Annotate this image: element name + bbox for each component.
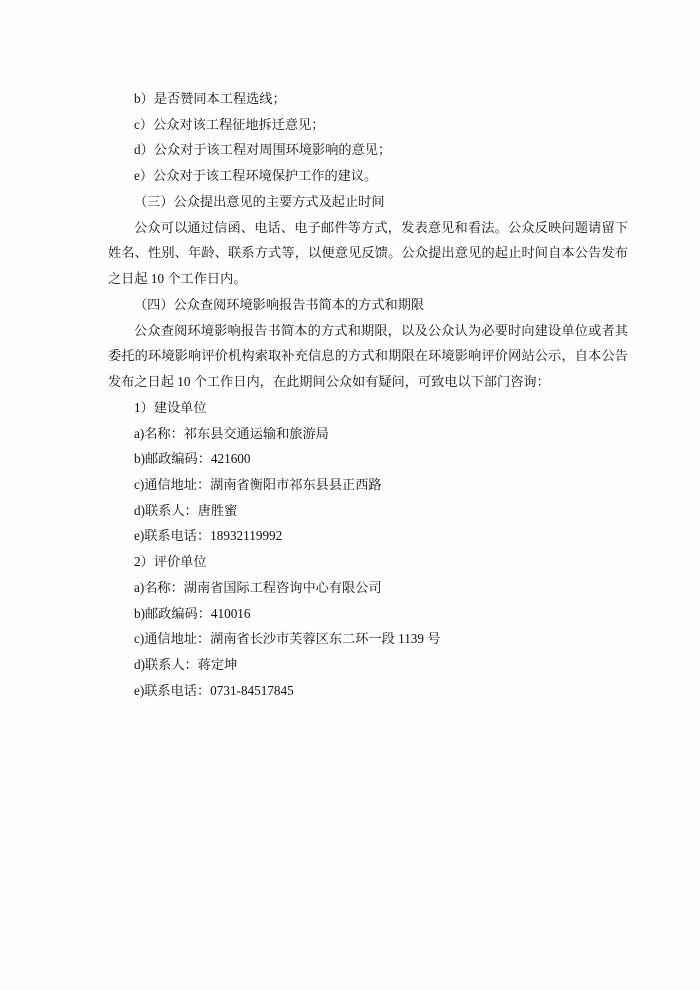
org-1-title: 1）建设单位 — [134, 399, 207, 415]
heading-section-three: （三）公众提出意见的主要方式及起止时间 — [134, 193, 385, 209]
document-body — [108, 86, 628, 704]
paragraph-item-e: e）公众对于该工程环境保护工作的建议。 — [134, 168, 378, 184]
paragraph-item-c: c）公众对该工程征地拆迁意见； — [134, 116, 325, 132]
org-1-contact-person: d)联系人：唐胜蜜 — [134, 502, 238, 518]
paragraph-opinion-ways: 公众可以通过信函、电话、电子邮件等方式，发表意见和看法。公众反映问题请留下姓名、性别、年龄、联系方式等，以便意见反馈。公众提出意见的起止时间自本公告发布之日起 10 个工作日内。 — [108, 219, 628, 287]
org-1-name: a)名称：祁东县交通运输和旅游局 — [134, 425, 329, 441]
paragraph-item-d: d）公众对于该工程对周围环境影响的意见； — [134, 142, 392, 158]
paragraph-review-ways: 公众查阅环境影响报告书简本的方式和期限，以及公众认为必要时向建设单位或者其委托的环境影响评价机构索取补充信息的方式和期限在环境影响评价网站公示，自本公告发布之日起 10 个工作日内，在此期间公众如有疑问，可致电以下部门咨询： — [108, 322, 628, 390]
paragraph-item-b: b）是否赞同本工程选线； — [134, 91, 286, 106]
org-2-title: 2）评价单位 — [134, 554, 207, 570]
org-1-address: c)通信地址：湖南省衡阳市祁东县县正西路 — [134, 477, 382, 493]
org-2-phone: e)联系电话：0731-84517845 — [134, 682, 294, 698]
org-2-address: c)通信地址：湖南省长沙市芙蓉区东二环一段 1139 号 — [134, 631, 441, 647]
heading-section-four: （四）公众查阅环境影响报告书简本的方式和期限 — [134, 296, 425, 312]
org-1-postcode: b)邮政编码：421600 — [134, 451, 251, 467]
org-1-phone: e)联系电话：18932119992 — [134, 528, 283, 544]
org-2-name: a)名称：湖南省国际工程咨询中心有限公司 — [134, 579, 382, 595]
org-2-contact-person: d)联系人：蒋定坤 — [134, 657, 238, 673]
org-2-postcode: b)邮政编码：410016 — [134, 605, 251, 621]
